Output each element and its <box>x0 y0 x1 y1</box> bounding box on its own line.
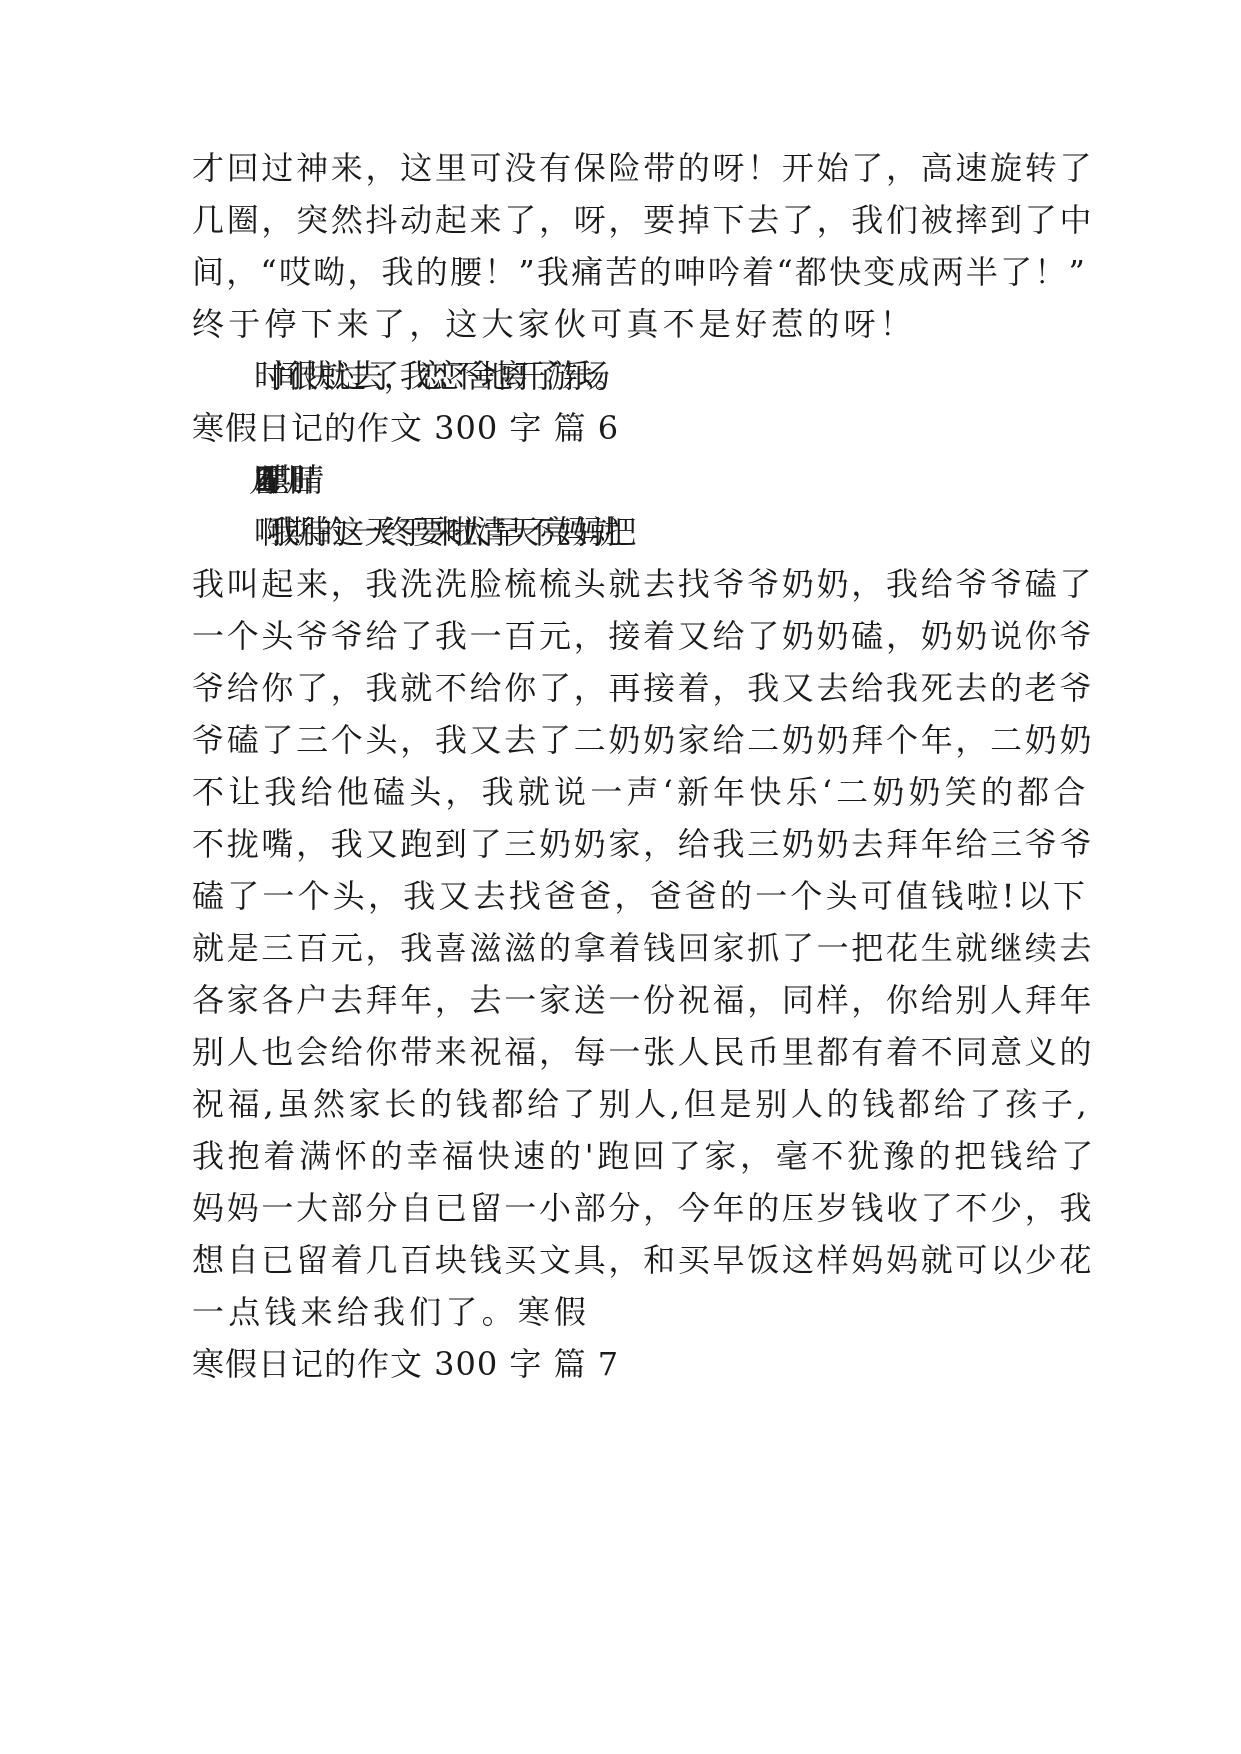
paragraph-line: 别人也会给你带来祝福，每一张人民币里都有着不同意义的 <box>192 1033 1095 1071</box>
diary-date-line: 2 月 14 日 星期日 晴 <box>254 461 306 499</box>
paragraph-line: 几圈，突然抖动起来了，呀，要掉下去了，我们被摔到了中 <box>192 201 1095 239</box>
paragraph-line: 啊!我期待的这一天终于要来啦!大清早天不亮妈妈就把 <box>254 513 621 551</box>
paragraph-line: 时间很快就过去了，我恋恋不舍地离开了游乐场。 <box>254 357 611 395</box>
paragraph-line: 爷磕了三个头，我又去了二奶奶家给二奶奶拜个年，二奶奶 <box>192 721 1095 759</box>
paragraph-line: 间，“哎呦，我的腰！”我痛苦的呻吟着“都快变成两半了！” <box>192 253 1088 291</box>
paragraph-line: 就是三百元，我喜滋滋的拿着钱回家抓了一把花生就继续去 <box>192 929 1095 967</box>
paragraph-line: 才回过神来，这里可没有保险带的呀！开始了，高速旋转了 <box>192 149 1095 187</box>
paragraph-line: 不让我给他磕头，我就说一声‘新年快乐‘二奶奶笑的都合 <box>192 773 1090 811</box>
section-heading: 寒假日记的作文 300 字 篇 7 <box>192 1345 620 1383</box>
paragraph-line: 想自已留着几百块钱买文具，和买早饭这样妈妈就可以少花 <box>192 1241 1095 1279</box>
paragraph-line: 不拢嘴，我又跑到了三奶奶家，给我三奶奶去拜年给三爷爷 <box>192 825 1095 863</box>
paragraph-line: 磕了一个头，我又去找爸爸，爸爸的一个头可值钱啦!以下 <box>192 877 1089 915</box>
paragraph-line: 妈妈一大部分自已留一小部分，今年的压岁钱收了不少，我 <box>192 1189 1095 1227</box>
paragraph-line: 各家各户去拜年，去一家送一份祝福，同样，你给别人拜年 <box>192 981 1095 1019</box>
paragraph-line: 一个头爷爷给了我一百元，接着又给了奶奶磕，奶奶说你爷 <box>192 617 1095 655</box>
paragraph-line: 终于停下来了，这大家伙可真不是好惹的呀！ <box>192 305 917 343</box>
paragraph-line: 爷给你了，我就不给你了，再接着，我又去给我死去的老爷 <box>192 669 1095 707</box>
paragraph-line: 一点钱来给我们了。寒假 <box>192 1293 591 1331</box>
paragraph-line: 我叫起来，我洗洗脸梳梳头就去找爷爷奶奶，我给爷爷磕了 <box>192 565 1095 603</box>
paragraph-line: 我抱着满怀的幸福快速的'跑回了家，毫不犹豫的把钱给了 <box>192 1137 1097 1175</box>
paragraph-line: 祝福,虽然家长的钱都给了别人,但是别人的钱都给了孩子, <box>192 1085 1091 1123</box>
section-heading: 寒假日记的作文 300 字 篇 6 <box>192 409 620 447</box>
